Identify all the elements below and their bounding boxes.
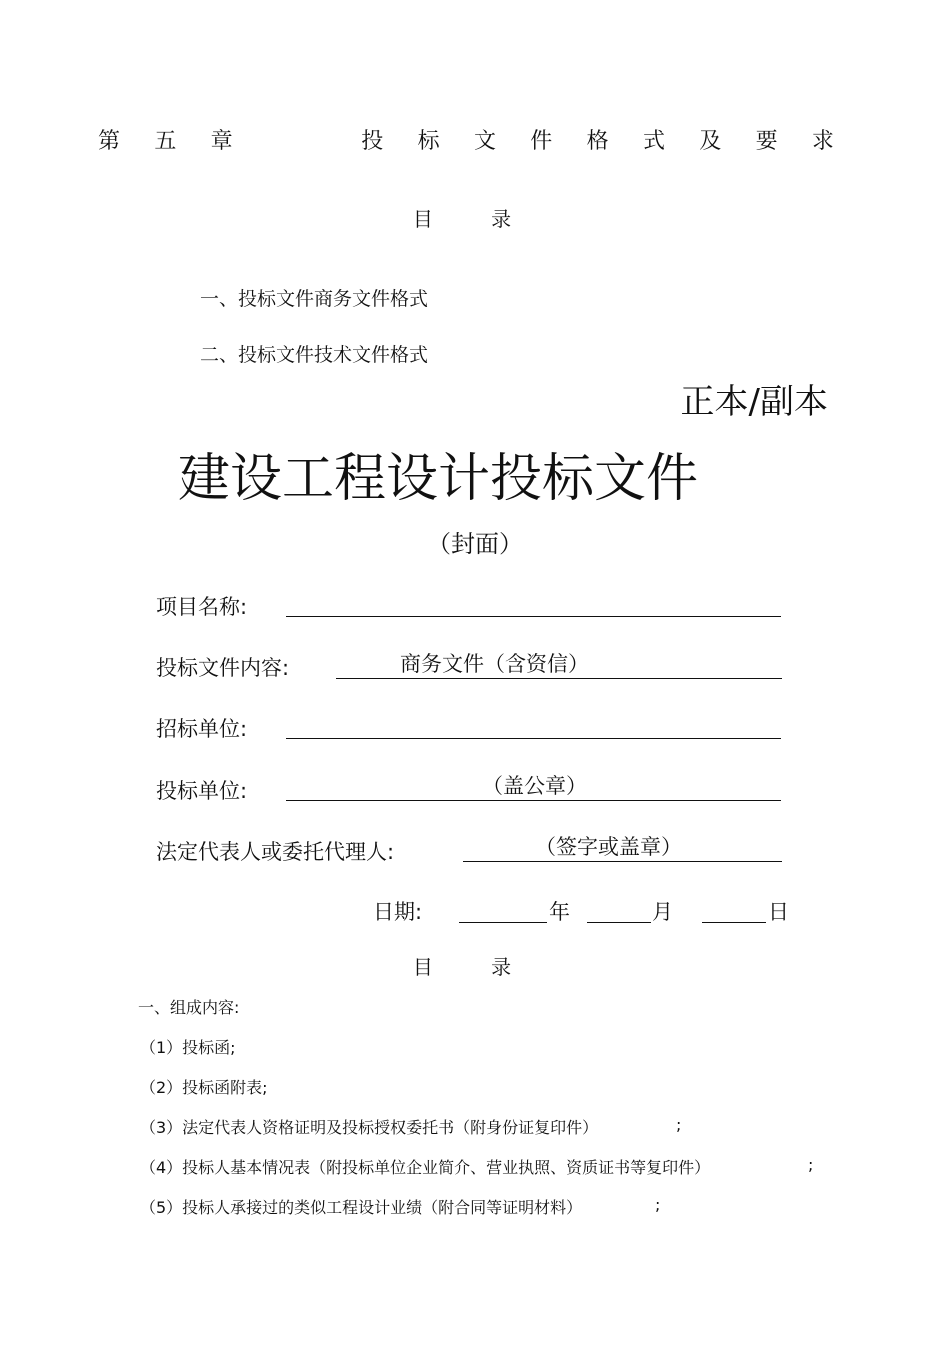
bidder-label: 投标单位: [156, 779, 248, 803]
month-field[interactable] [587, 898, 651, 923]
bidder-field[interactable] [286, 772, 781, 801]
composition-item-4-tail: ; [808, 1155, 814, 1174]
representative-value: （签字或盖章） [535, 835, 682, 859]
composition-item-4: （4）投标人基本情况表（附投标单位企业简介、营业执照、资质证书等复印件） [140, 1158, 711, 1177]
toc-item-technical: 二、投标文件技术文件格式 [200, 344, 429, 366]
content-label: 投标文件内容: [156, 656, 290, 680]
bidder-value: （盖公章） [482, 774, 587, 798]
cover-label: （封面） [427, 530, 523, 558]
composition-item-5-tail: ; [655, 1195, 661, 1214]
composition-title: 一、组成内容: [138, 998, 240, 1017]
toc-title: 目 录 [412, 207, 538, 231]
content-field[interactable] [336, 650, 782, 679]
representative-label: 法定代表人或委托代理人: [156, 840, 395, 864]
day-field[interactable] [702, 898, 766, 923]
day-label: 日 [768, 900, 789, 924]
tenderee-label: 招标单位: [156, 717, 248, 741]
copy-label: 正本/副本 [680, 382, 828, 422]
composition-item-5: （5）投标人承接过的类似工程设计业绩（附合同等证明材料） [140, 1198, 583, 1217]
project-name-field[interactable] [286, 588, 781, 617]
tenderee-field[interactable] [286, 710, 781, 739]
composition-item-1: （1）投标函; [140, 1038, 236, 1057]
composition-item-3: （3）法定代表人资格证明及投标授权委托书（附身份证复印件） [140, 1118, 599, 1137]
month-label: 月 [652, 900, 673, 924]
content-value: 商务文件（含资信） [400, 652, 589, 676]
composition-item-2: （2）投标函附表; [140, 1078, 268, 1097]
representative-field[interactable] [463, 833, 782, 862]
main-title: 建设工程设计投标文件 [178, 449, 699, 509]
project-name-label: 项目名称: [156, 595, 248, 619]
year-field[interactable] [459, 898, 547, 923]
year-label: 年 [549, 900, 570, 924]
toc-item-business: 一、投标文件商务文件格式 [200, 288, 429, 310]
toc2-title: 目 录 [412, 955, 538, 979]
chapter-title: 第 五 章 投 标 文 件 格 式 及 要 求 [98, 129, 834, 154]
composition-item-3-tail: ; [676, 1115, 682, 1134]
date-label: 日期: [373, 900, 423, 924]
